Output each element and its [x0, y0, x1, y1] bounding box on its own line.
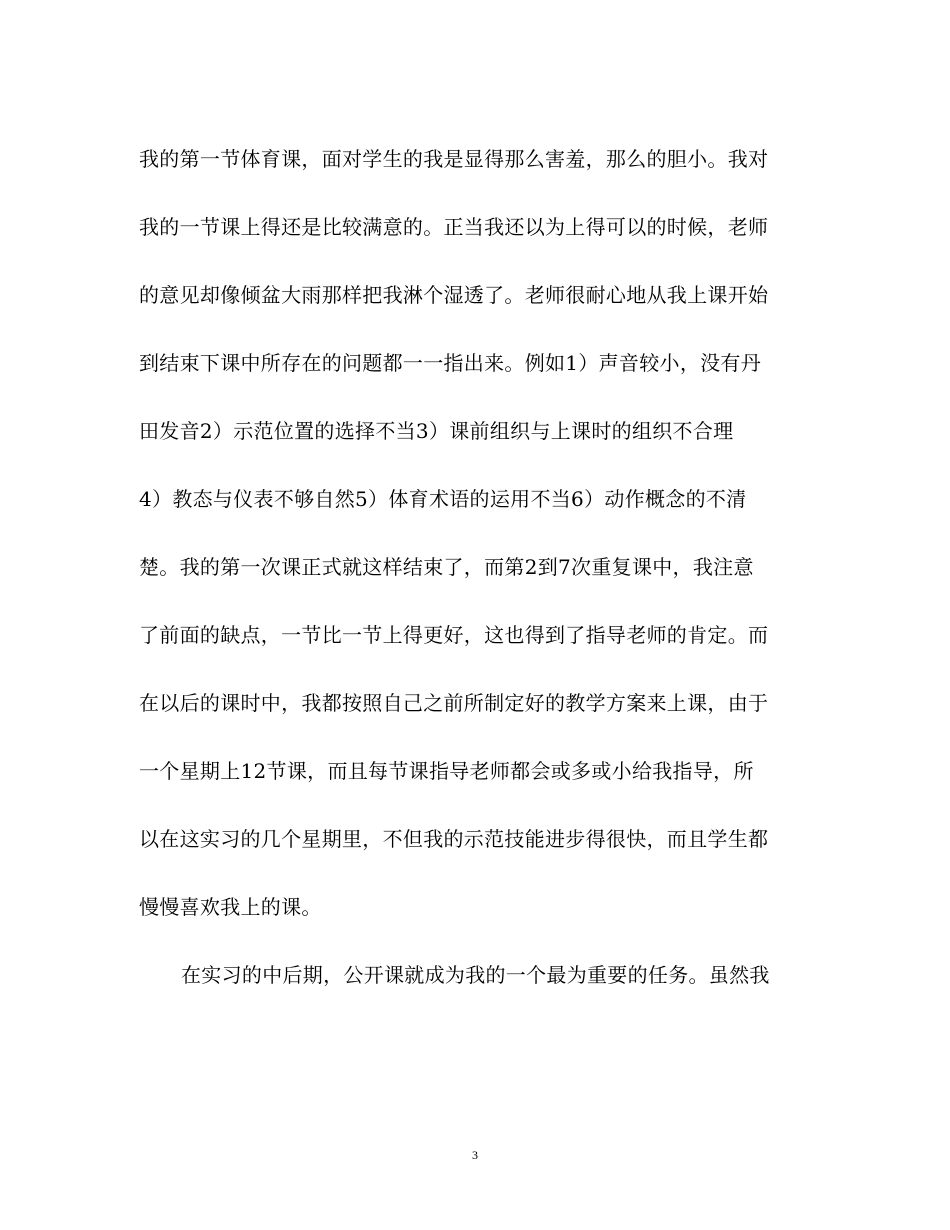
- paragraph-line: 我的第一节体育课，面对学生的我是显得那么害羞，那么的胆小。我对: [139, 147, 769, 171]
- paragraph-line: 了前面的缺点，一节比一节上得更好，这也得到了指导老师的肯定。而: [139, 623, 769, 647]
- paragraph-line: 田发音2）示范位置的选择不当3）课前组织与上课时的组织不合理: [139, 419, 734, 443]
- paragraph-line: 在实习的中后期，公开课就成为我的一个最为重要的任务。虽然我: [181, 963, 770, 987]
- paragraph-line: 到结束下课中所存在的问题都一一指出来。例如1）声音较小，没有丹: [139, 351, 762, 375]
- paragraph-line: 一个星期上12节课，而且每节课指导老师都会或多或小给我指导，所: [139, 759, 754, 783]
- paragraph-line: 我的一节课上得还是比较满意的。正当我还以为上得可以的时候，老师: [139, 215, 769, 239]
- paragraph-line: 以在这实习的几个星期里，不但我的示范技能进步得很快，而且学生都: [139, 827, 769, 851]
- paragraph-line: 慢慢喜欢我上的课。: [139, 895, 322, 919]
- paragraph-line: 4）教态与仪表不够自然5）体育术语的运用不当6）动作概念的不清: [139, 487, 747, 511]
- paragraph-line: 在以后的课时中，我都按照自己之前所制定好的教学方案来上课，由于: [139, 691, 769, 715]
- paragraph-line: 楚。我的第一次课正式就这样结束了，而第2到7次重复课中，我注意: [139, 555, 754, 579]
- page-number: 3: [472, 1148, 478, 1162]
- paragraph-line: 的意见却像倾盆大雨那样把我淋个湿透了。老师很耐心地从我上课开始: [139, 283, 769, 307]
